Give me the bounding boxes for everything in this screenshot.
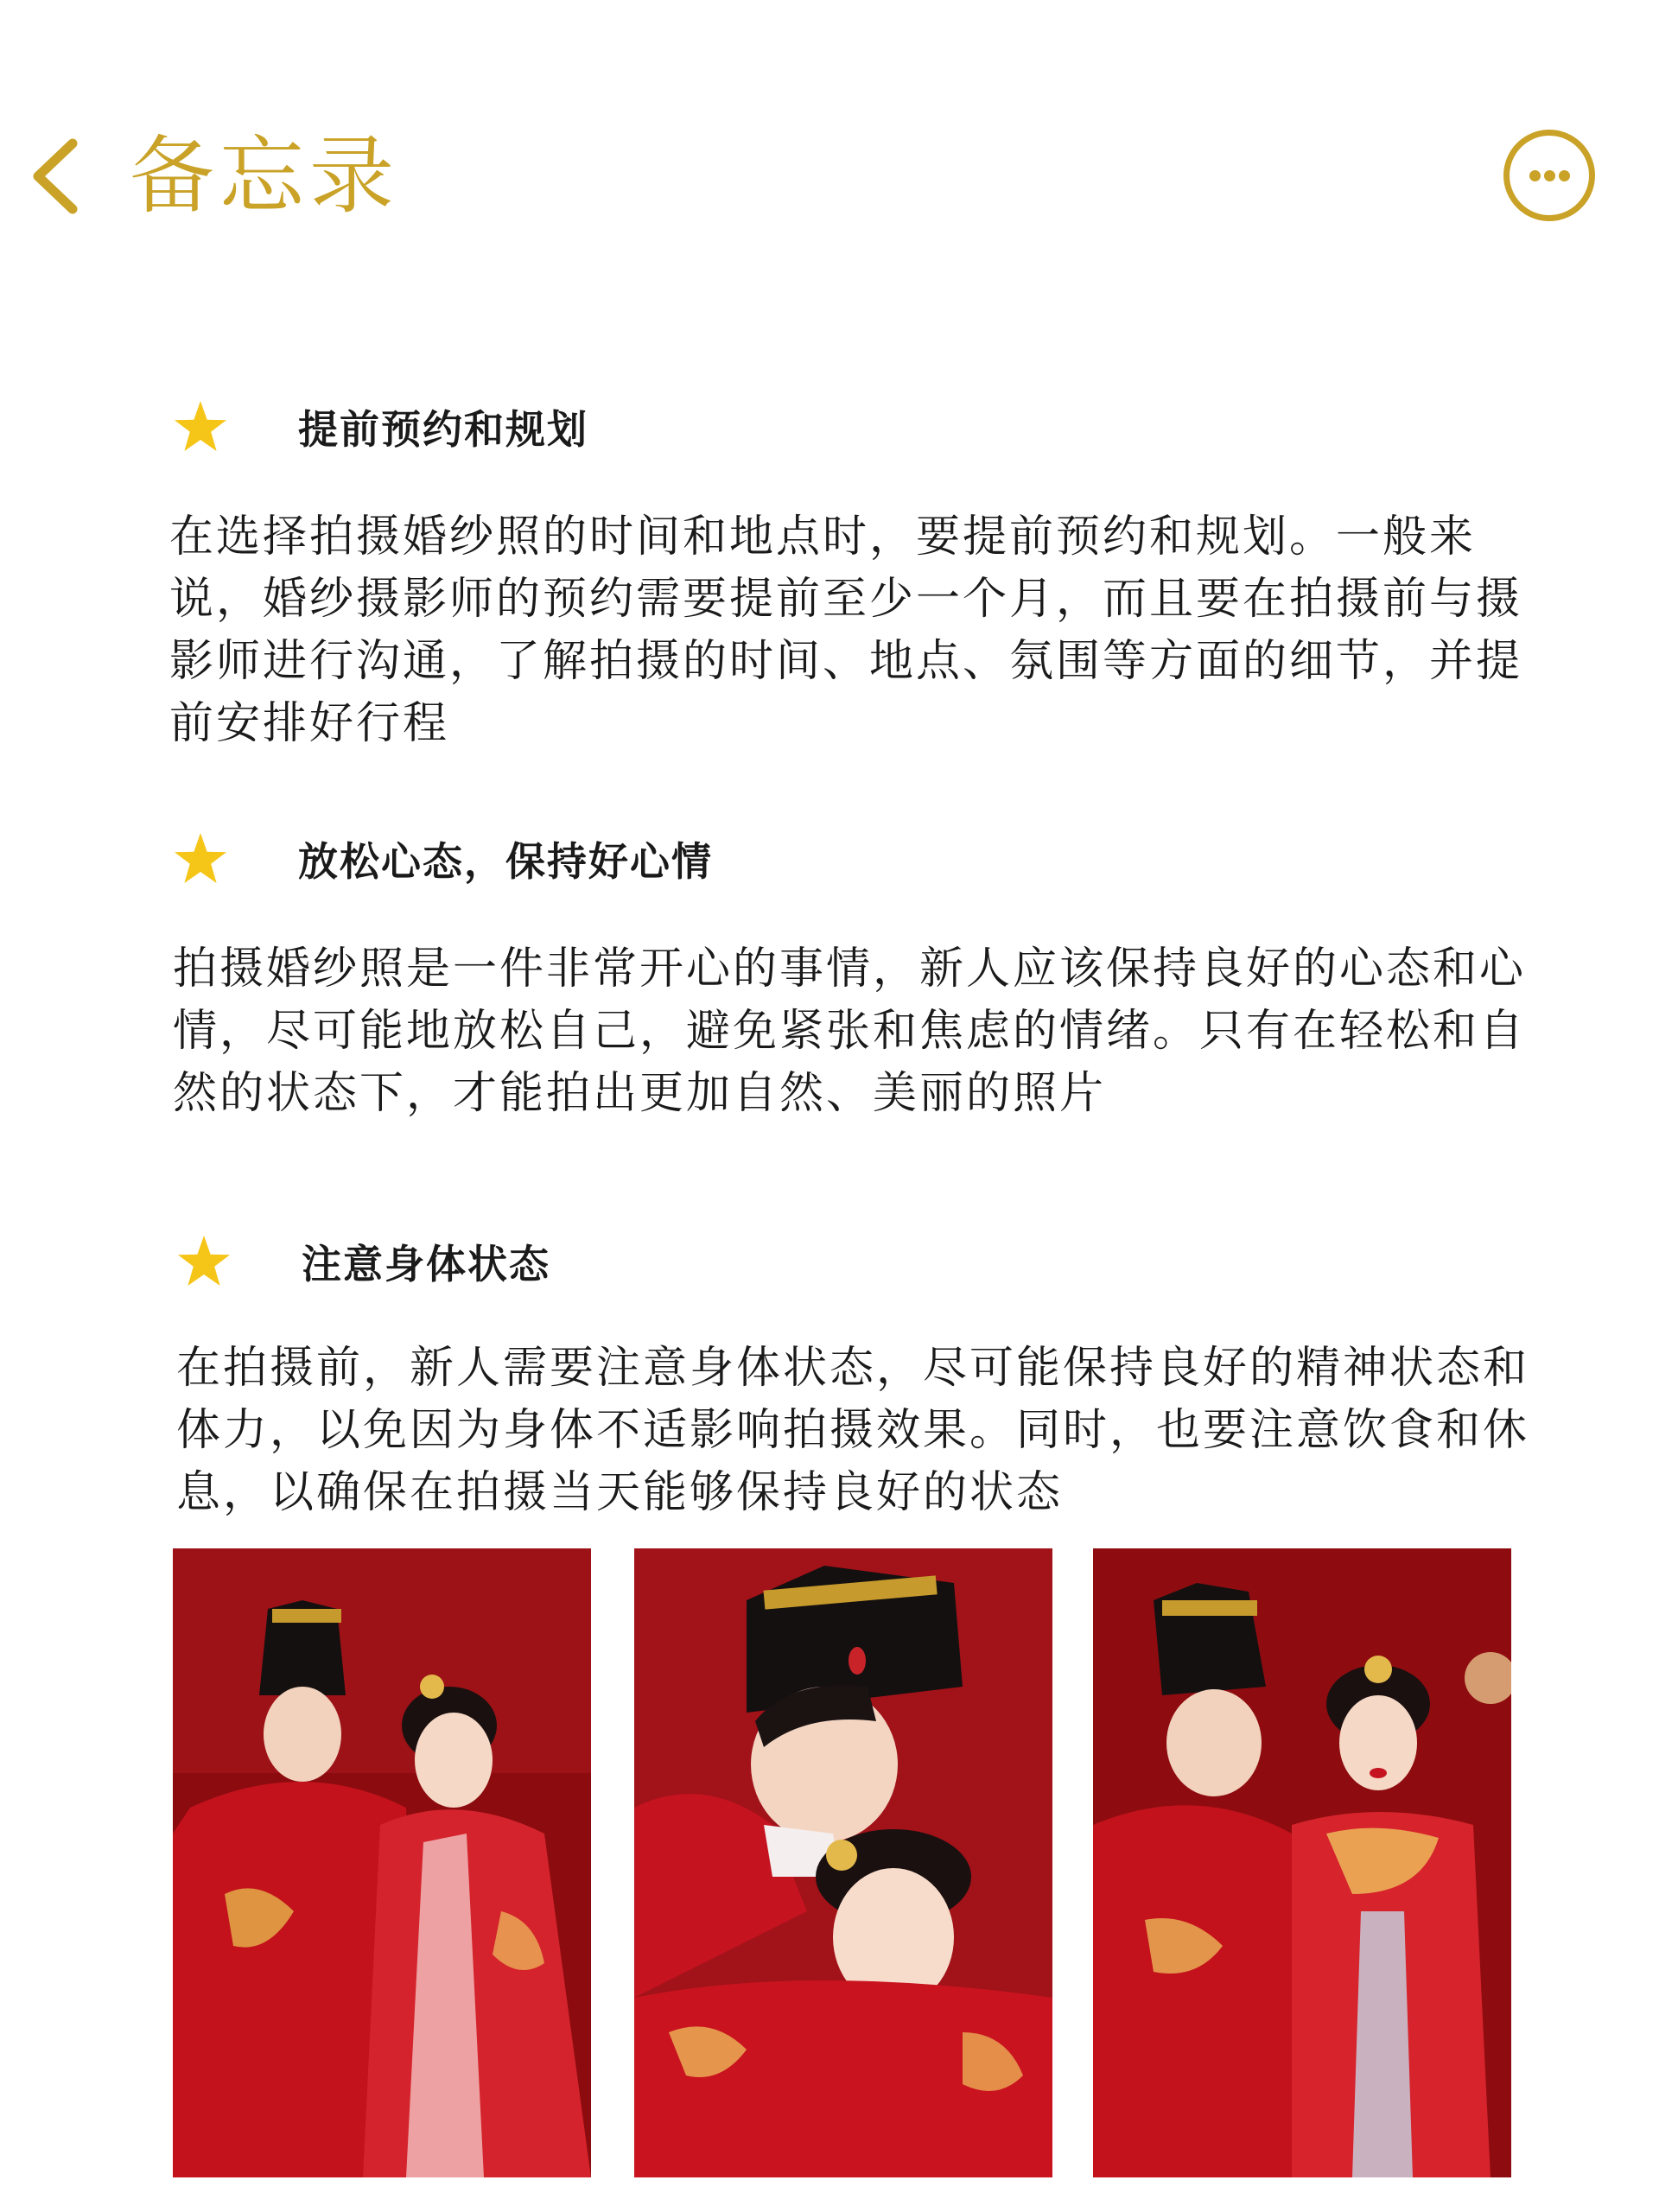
star-icon [176, 1234, 232, 1289]
wedding-photo-3[interactable] [1093, 1548, 1511, 2177]
section-title: 注意身体状态 [302, 1241, 550, 1287]
section-body: 在选择拍摄婚纱照的时间和地点时，要提前预约和规划。一般来说，婚纱摄影师的预约需要提前至少一个月，而且要在拍摄前与摄影师进行沟通，了解拍摄的时间、地点、氛围等方面的细节，并提前安排好行程 [169, 512, 1523, 749]
section-heading-3 [176, 1234, 1472, 1303]
section-heading-2 [173, 831, 1469, 900]
chevron-left-icon [24, 128, 93, 225]
back-button[interactable] [24, 128, 93, 225]
ellipsis-dot [1559, 170, 1570, 181]
section-title: 提前预约和规划 [298, 406, 588, 453]
star-icon [173, 399, 228, 454]
star-icon [173, 831, 228, 887]
section-heading-1 [173, 399, 1469, 468]
more-options-button[interactable] [1503, 130, 1595, 221]
wedding-photo-2[interactable] [634, 1548, 1052, 2177]
wedding-photo-1[interactable] [173, 1548, 591, 2177]
page-title: 备忘录 [130, 127, 400, 226]
couple-photo-icon [1093, 1548, 1511, 2177]
ellipsis-dot [1544, 170, 1555, 181]
section-title: 放松心态，保持好心情 [298, 838, 713, 885]
section-body: 拍摄婚纱照是一件非常开心的事情，新人应该保持良好的心态和心情，尽可能地放松自己，避免紧张和焦虑的情绪。只有在轻松和自然的状态下，才能拍出更加自然、美丽的照片 [173, 944, 1527, 1119]
couple-photo-icon [173, 1548, 591, 2177]
section-body: 在拍摄前，新人需要注意身体状态，尽可能保持良好的精神状态和体力，以免因为身体不适影响拍摄效果。同时，也要注意饮食和休息，以确保在拍摄当天能够保持良好的状态 [176, 1343, 1530, 1518]
nav-header [0, 0, 1659, 276]
couple-photo-icon [634, 1548, 1052, 2177]
ellipsis-dot [1529, 170, 1541, 181]
